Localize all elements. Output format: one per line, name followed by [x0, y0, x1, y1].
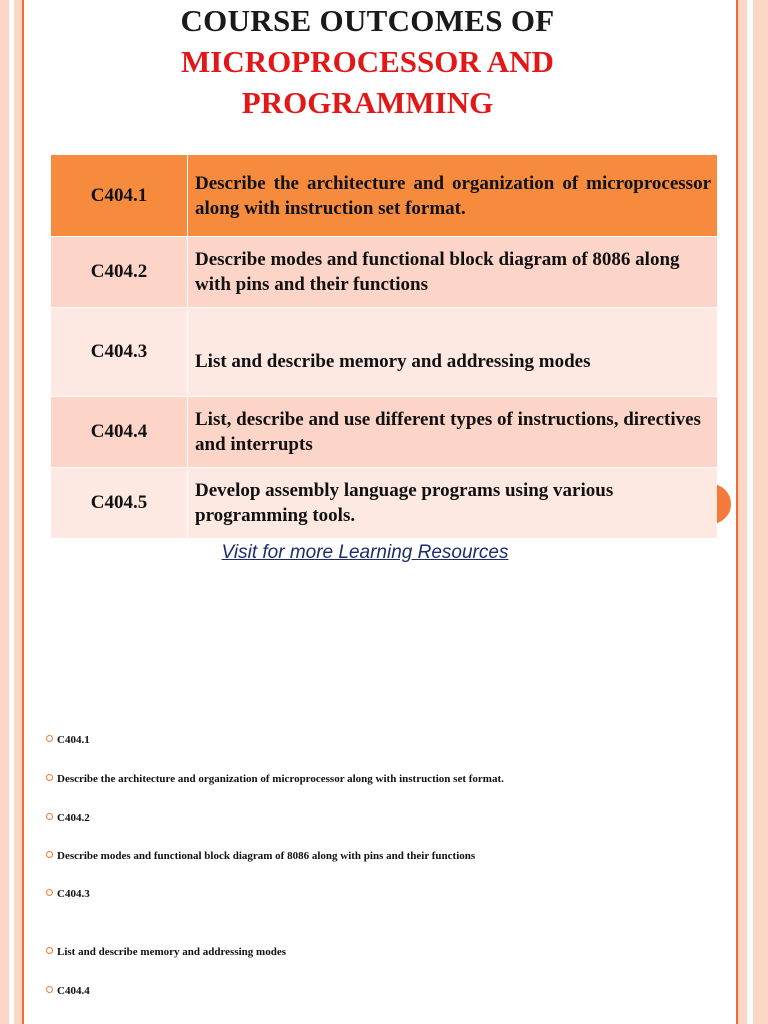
bullet-circle-icon — [46, 947, 53, 954]
right-border-stripe-inner — [738, 0, 747, 1024]
outcome-description: Describe modes and functional block diagram of 8086 along with pins and their functions — [188, 237, 718, 308]
list-item-text: Describe the architecture and organization of microprocessor along with instruction set format. — [57, 773, 504, 785]
list-item-text: C404.1 — [57, 734, 90, 746]
list-item — [46, 773, 504, 785]
outcome-description: Develop assembly language programs using various programming tools. — [188, 468, 718, 539]
table-row — [51, 397, 717, 468]
page-title — [40, 0, 695, 123]
outcome-code: C404.5 — [51, 468, 188, 539]
table-row — [51, 468, 717, 539]
title-line-2: MICROPROCESSOR AND — [181, 44, 554, 79]
outcome-description: List, describe and use different types of instructions, directives and interrupts — [188, 397, 718, 468]
outcome-description: Describe the architecture and organization of microprocessor along with instruction set format. — [188, 155, 718, 237]
list-item-text: C404.4 — [57, 985, 90, 997]
table-row — [51, 237, 717, 308]
list-item — [46, 812, 90, 824]
right-border-stripe — [753, 0, 768, 1024]
outcome-code: C404.2 — [51, 237, 188, 308]
table-row — [51, 308, 717, 397]
list-item — [46, 850, 475, 862]
outcome-code: C404.1 — [51, 155, 188, 237]
left-border-line — [22, 0, 24, 1024]
outcome-code: C404.3 — [51, 308, 188, 397]
title-line-1: COURSE OUTCOMES OF — [180, 3, 555, 38]
list-item-text: Describe modes and functional block diagram of 8086 along with pins and their functions — [57, 850, 476, 862]
list-item-text: C404.2 — [57, 812, 90, 824]
table-row — [51, 155, 717, 237]
list-item — [46, 734, 90, 746]
learning-resources-link[interactable]: Visit for more Learning Resources — [221, 542, 509, 563]
bullet-circle-icon — [46, 813, 53, 820]
outcome-description: List and describe memory and addressing modes — [188, 308, 718, 397]
left-border-stripe — [0, 0, 9, 1024]
bullet-circle-icon — [46, 889, 53, 896]
list-item-text: C404.3 — [57, 888, 90, 900]
title-line-3: PROGRAMMING — [241, 85, 494, 120]
list-item — [46, 985, 90, 997]
outcome-code: C404.4 — [51, 397, 188, 468]
bullet-circle-icon — [46, 851, 53, 858]
left-border-stripe-inner — [14, 0, 22, 1024]
bullet-circle-icon — [46, 986, 53, 993]
course-outcomes-table — [51, 155, 717, 538]
bullet-circle-icon — [46, 774, 53, 781]
list-item — [46, 888, 90, 900]
list-item-text: List and describe memory and addressing modes — [57, 946, 286, 958]
list-item — [46, 946, 286, 958]
bullet-circle-icon — [46, 735, 53, 742]
